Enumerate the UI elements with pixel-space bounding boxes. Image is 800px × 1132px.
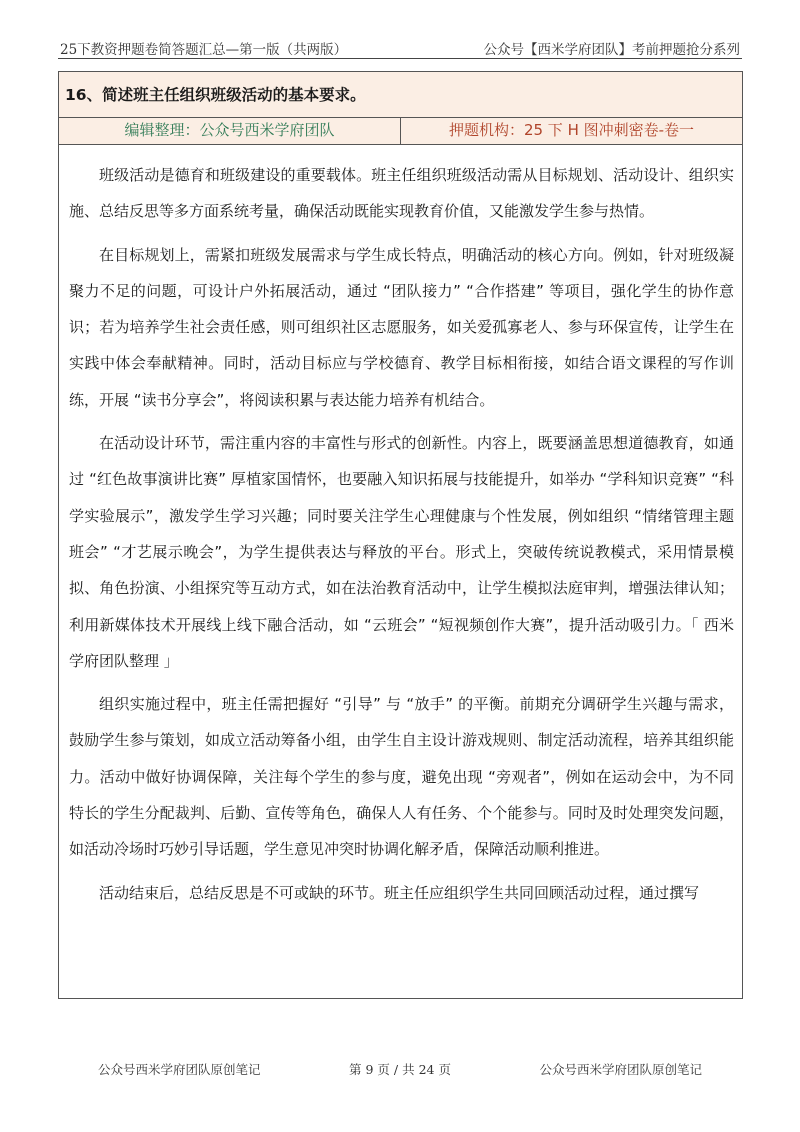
- footer-left: 公众号西米学府团队原创笔记: [98, 1062, 261, 1077]
- page-number: 第 9 页 / 共 24 页: [349, 1062, 451, 1077]
- footer-right: 公众号西米学府团队原创笔记: [539, 1062, 702, 1077]
- header-left-title: 25下教资押题卷简答题汇总—第一版（共两版）: [60, 42, 348, 58]
- editor-label: 编辑整理：公众号西米学府团队: [59, 118, 401, 144]
- question-box: [58, 71, 743, 999]
- answer-paragraph: 班级活动是德育和班级建设的重要载体。班主任组织班级活动需从目标规划、活动设计、组织实施、总结反思等多方面系统考量，确保活动既能实现教育价值，又能激发学生参与热情。: [69, 166, 734, 221]
- question-title: 16、简述班主任组织班级活动的基本要求。: [59, 72, 742, 118]
- answer-paragraph: 在活动设计环节，需注重内容的丰富性与形式的创新性。内容上，既要涵盖思想道德教育，如通过 “红色故事演讲比赛” 厚植家国情怀，也要融入知识拓展与技能提升，如举办 “学科知识竞赛” “科学实验展示”，激发学生学习兴趣；同时要关注学生心理健康与个性发展，例如组织 “情绪管理主题班会” “才艺展示晚会”，为学生提供表达与释放的平台。形式上，突破传统说教模式，采用情景模拟、角色扮演、小组探究等互动方式，如在法治教育活动中，让学生模拟法庭审判，增强法律认知；利用新媒体技术开展线上线下融合活动，如 “云班会” “短视频创作大赛”，提升活动吸引力。「 西米学府团队整理 」: [69, 434, 734, 670]
- answer-content: [59, 145, 742, 911]
- answer-paragraph: 活动结束后，总结反思是不可或缺的环节。班主任应组织学生共同回顾活动过程，通过撰写: [99, 883, 700, 902]
- header-right-title: 公众号【西米学府团队】考前押题抢分系列: [483, 42, 740, 58]
- answer-paragraph: 组织实施过程中，班主任需把握好 “引导” 与 “放手” 的平衡。前期充分调研学生兴趣与需求，鼓励学生参与策划，如成立活动筹备小组，由学生自主设计游戏规则、制定活动流程，培养其组织能力。活动中做好协调保障，关注每个学生的参与度，避免出现 “旁观者”，例如在运动会中，为不同特长的学生分配裁判、后勤、宣传等角色，确保人人有任务、个个能参与。同时及时处理突发问题，如活动冷场时巧妙引导话题，学生意见冲突时协调化解矛盾，保障活动顺利推进。: [69, 695, 734, 859]
- answer-paragraph: 在目标规划上，需紧扣班级发展需求与学生成长特点，明确活动的核心方向。例如，针对班级凝聚力不足的问题，可设计户外拓展活动，通过 “团队接力” “合作搭建” 等项目，强化学生的协作意识；若为培养学生社会责任感，则可组织社区志愿服务，如关爱孤寡老人、参与环保宣传，让学生在实践中体会奉献精神。同时，活动目标应与学校德育、教学目标相衔接，如结合语文课程的写作训练，开展 “读书分享会”，将阅读积累与表达能力培养有机结合。: [69, 245, 734, 409]
- info-row: [59, 118, 742, 145]
- page-footer: [0, 1060, 800, 1082]
- source-label: 押题机构：25 下 H 图冲刺密卷-卷一: [401, 118, 742, 144]
- page-header: [58, 36, 742, 59]
